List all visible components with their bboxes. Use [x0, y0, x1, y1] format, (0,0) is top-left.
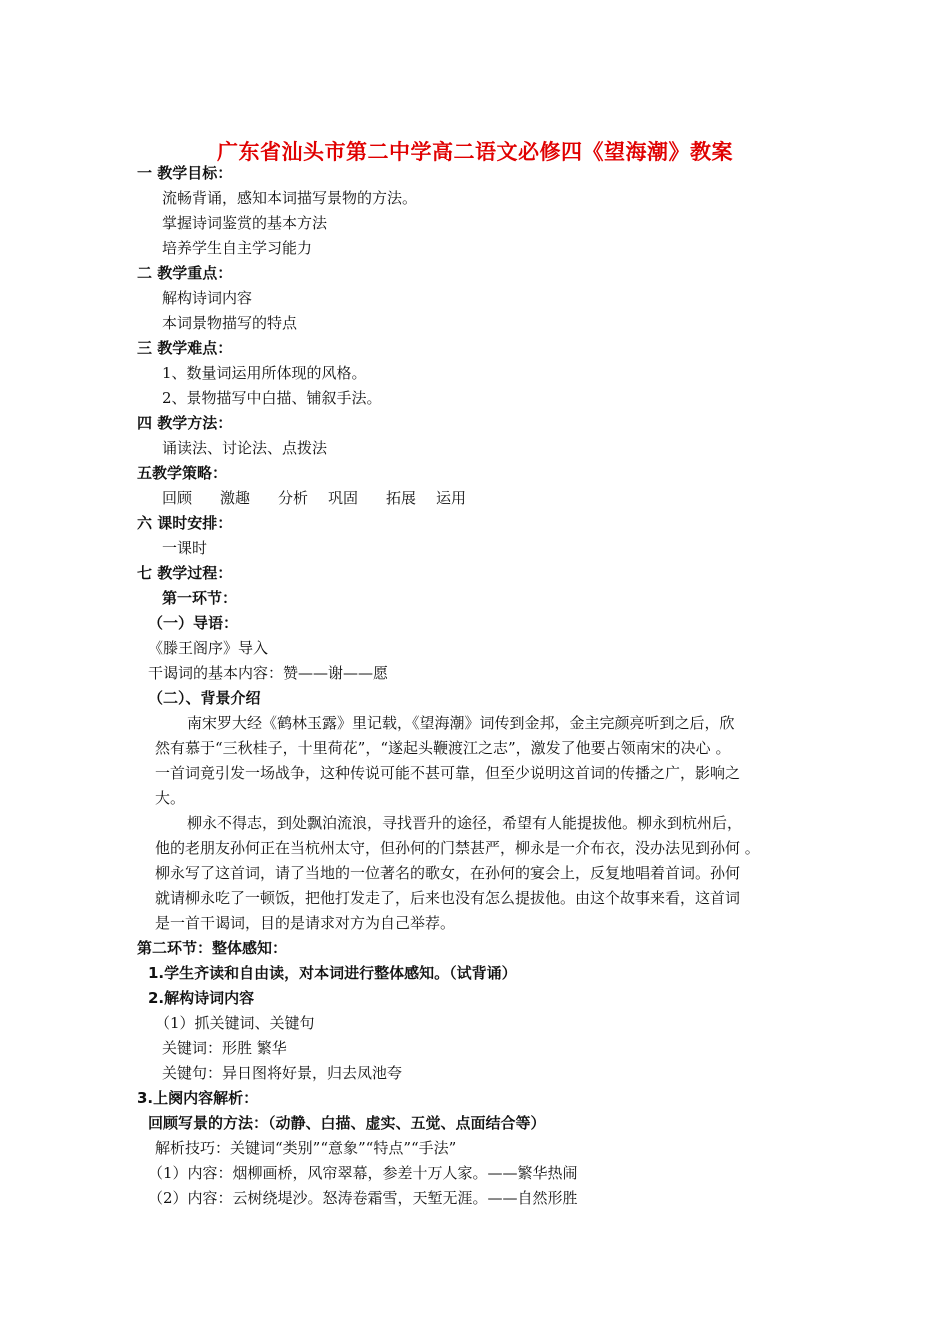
difficulty-item: 2、景物描写中白描、铺叙手法。: [162, 389, 382, 407]
strategy-item: 巩固: [328, 489, 359, 507]
step-three-point: （2）内容：云树绕堤沙。怒涛卷霜雪，天堑无涯。——自然形胜: [148, 1189, 578, 1207]
document-title: 广东省汕头市第二中学高二语文必修四《望海潮》教案: [217, 140, 733, 164]
background-para-line: 是一首干谒词，目的是请求对方为自己举荐。: [155, 914, 456, 932]
key-sentence-line: 关键句：异日图将好景，归去凤池夸: [162, 1064, 403, 1082]
goal-item: 掌握诗词鉴赏的基本方法: [162, 214, 328, 232]
strategy-item: 激趣: [220, 489, 251, 507]
background-para-line: 南宋罗大经《鹤林玉露》里记载，《望海潮》词传到金邦，金主完颜亮听到之后，欣: [187, 714, 735, 732]
goal-item: 流畅背诵，感知本词描写景物的方法。: [162, 189, 418, 207]
intro-line: 《滕王阁序》导入: [148, 639, 269, 657]
subsection-background: （二）、背景介绍: [148, 689, 261, 707]
methods-item: 诵读法、讨论法、点拨法: [162, 439, 328, 457]
step-one-heading: 第一环节：: [162, 589, 238, 607]
section-heading-strategy: 五教学策略：: [137, 464, 228, 482]
strategy-item: 运用: [436, 489, 467, 507]
background-para-line: 柳永写了这首词，请了当地的一位著名的歌女，在孙何的宴会上，反复地唱着首词。孙何: [155, 864, 741, 882]
step-three-point: （1）内容：烟柳画桥，风帘翠幕，参差十万人家。——繁华热闹: [148, 1164, 578, 1182]
section-heading-methods: 四 教学方法：: [137, 414, 233, 432]
intro-line: 干谒词的基本内容：赞——谢——愿: [148, 664, 389, 682]
background-para-line: 一首词竟引发一场战争，这种传说可能不甚可靠，但至少说明这首词的传播之广，影响之: [155, 764, 741, 782]
background-para-line: 柳永不得志，到处飘泊流浪，寻找晋升的途径，希望有人能提拔他。柳永到杭州后，: [187, 814, 743, 832]
goal-item: 培养学生自主学习能力: [162, 239, 313, 257]
section-heading-focus: 二 教学重点：: [137, 264, 233, 282]
step-three-point: 解析技巧：关键词“类别”“意象”“特点”“手法”: [155, 1139, 457, 1157]
subsection-intro: （一）导语：: [148, 614, 239, 632]
step-two-heading: 第二环节：整体感知：: [137, 939, 288, 957]
step-three-point: 回顾写景的方法：（动静、白描、虚实、五觉、点面结合等）: [148, 1114, 546, 1132]
step-two-point: 2.解构诗词内容: [148, 989, 255, 1007]
strategy-item: 回顾: [162, 489, 193, 507]
step-two-point: （1）抓关键词、关键句: [155, 1014, 315, 1032]
step-three-heading: 3.上阕内容解析：: [137, 1089, 259, 1107]
focus-item: 本词景物描写的特点: [162, 314, 298, 332]
background-para-line: 然有慕于“三秋桂子，十里荷花”，“遂起头鞭渡江之志”，激发了他要占领南宋的决心 。: [155, 739, 731, 757]
step-two-point: 1.学生齐读和自由读，对本词进行整体感知。（试背诵）: [148, 964, 517, 982]
background-para-line: 大。: [155, 789, 186, 807]
schedule-item: 一课时: [162, 539, 208, 557]
section-heading-process: 七 教学过程：: [137, 564, 233, 582]
section-heading-goals: 一 教学目标：: [137, 164, 233, 182]
focus-item: 解构诗词内容: [162, 289, 253, 307]
section-heading-schedule: 六 课时安排：: [137, 514, 233, 532]
section-heading-difficulty: 三 教学难点：: [137, 339, 233, 357]
difficulty-item: 1、数量词运用所体现的风格。: [162, 364, 367, 382]
strategy-item: 拓展: [386, 489, 417, 507]
keywords-line: 关键词：形胜 繁华: [162, 1039, 287, 1057]
strategy-item: 分析: [278, 489, 309, 507]
background-para-line: 他的老朋友孙何正在当杭州太守，但孙何的门禁甚严，柳永是一介布衣，没办法见到孙何 。: [155, 839, 760, 857]
strategy-list: [162, 488, 466, 508]
background-para-line: 就请柳永吃了一顿饭，把他打发走了，后来也没有怎么提拔他。由这个故事来看，这首词: [155, 889, 741, 907]
